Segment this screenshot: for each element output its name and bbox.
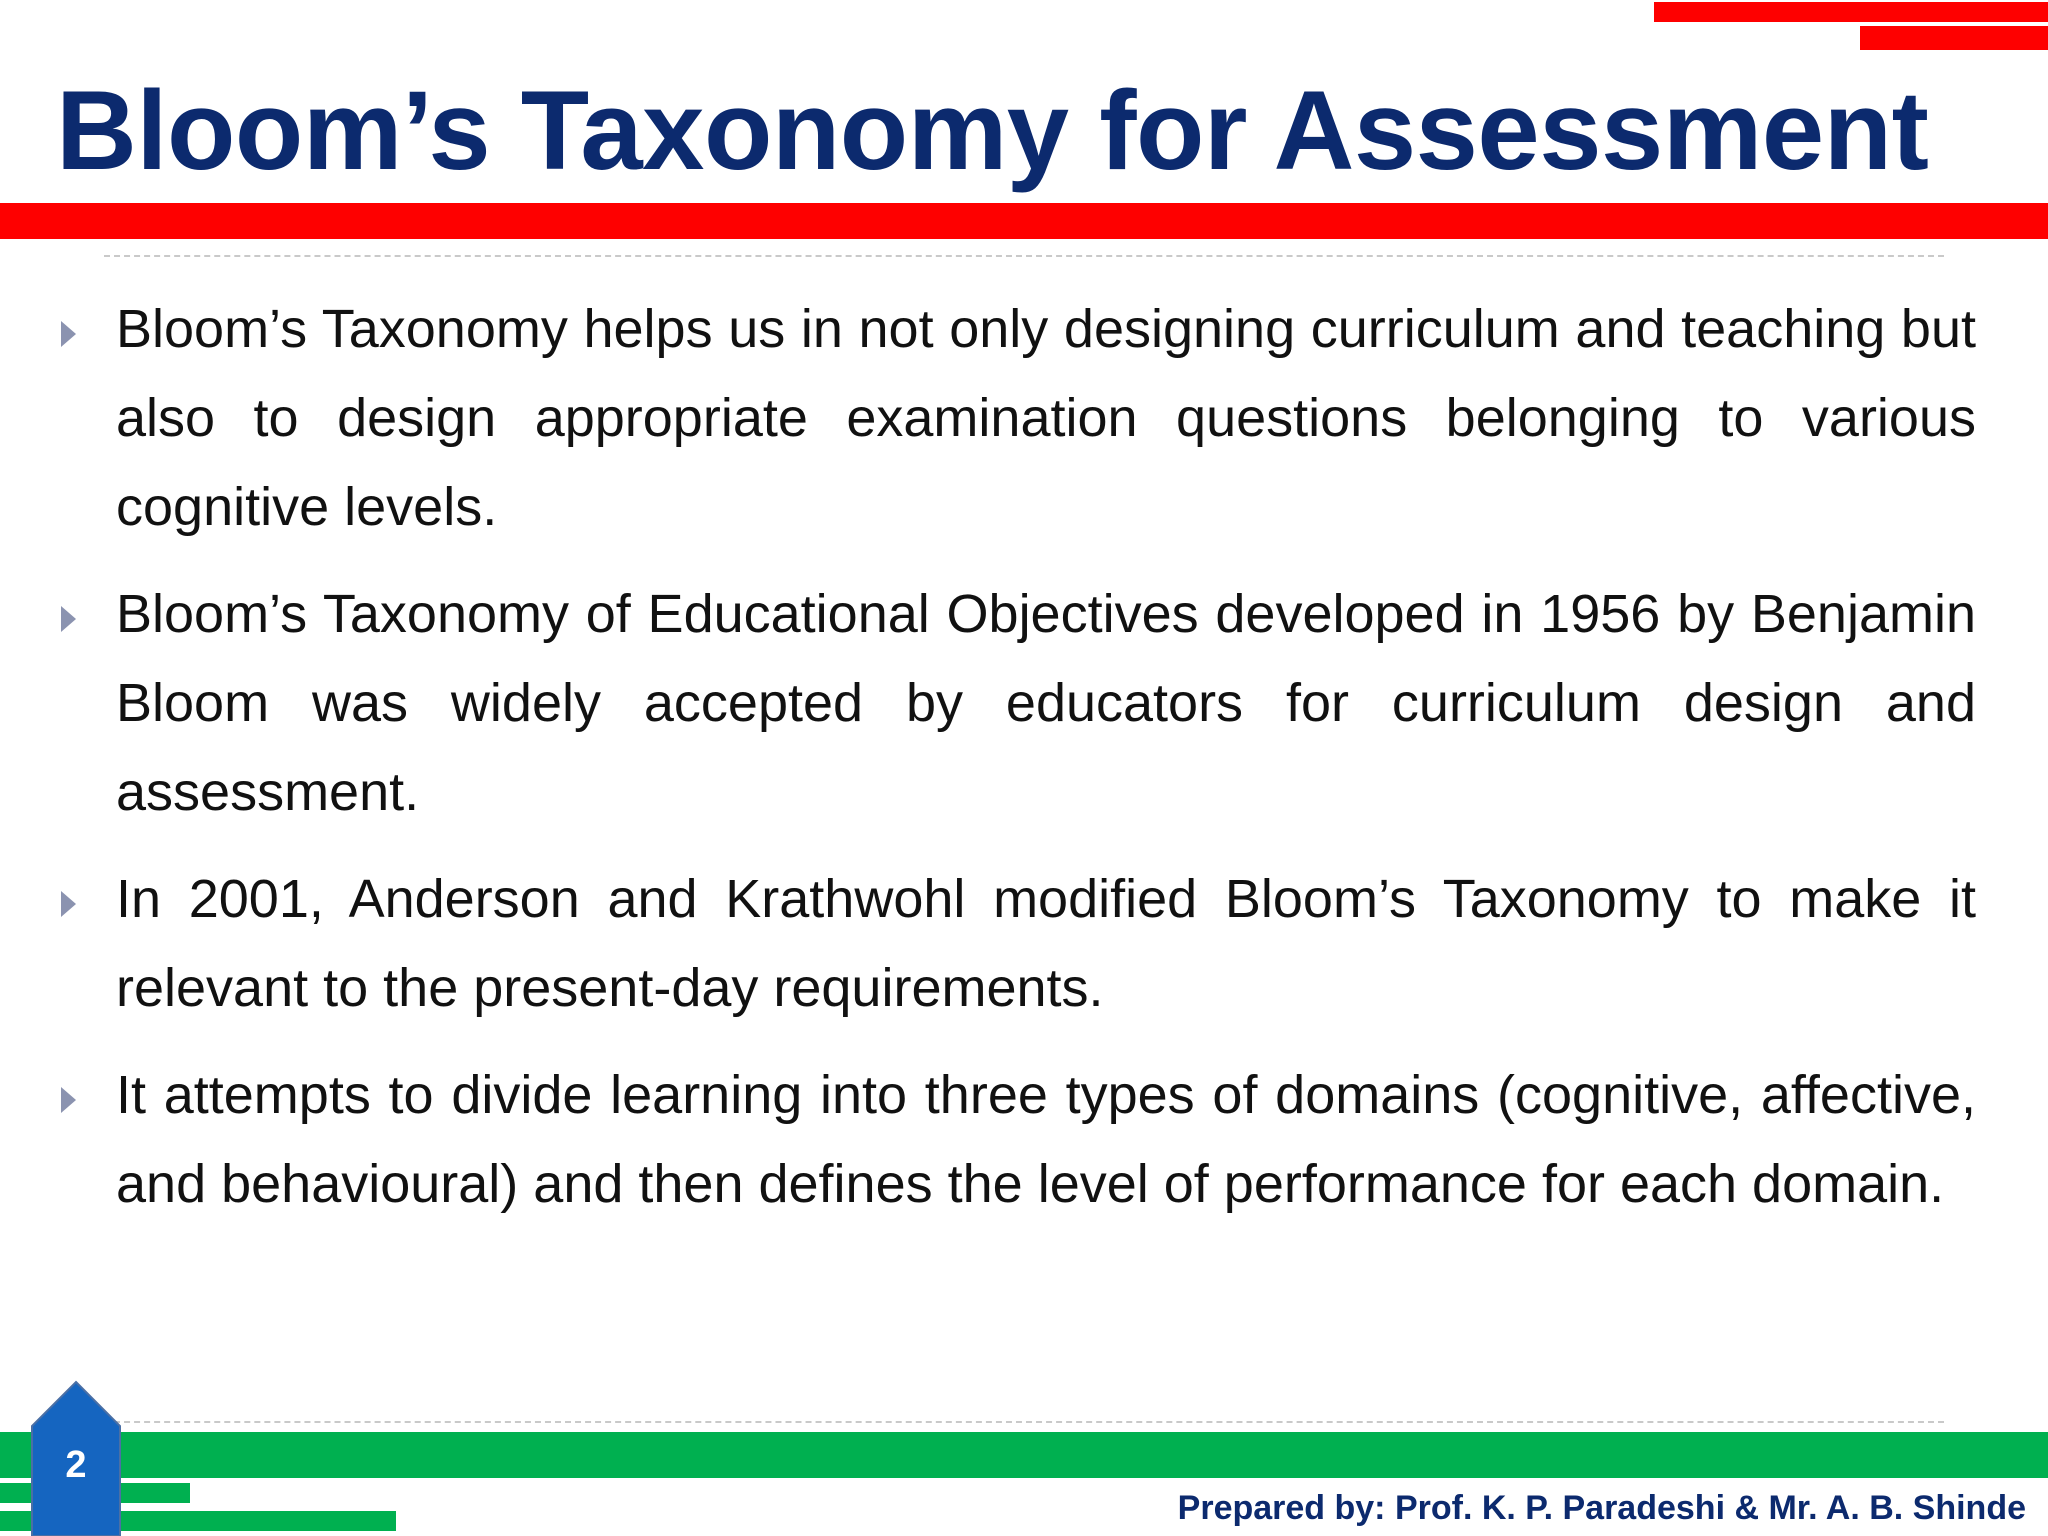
bullet-item [56, 285, 1976, 552]
triangle-right-icon [61, 606, 76, 632]
bullet-text: It attempts to divide learning into three types of domains (cognitive, affective, and behavioural) and then defines the level of performance for each domain. [116, 1065, 1976, 1214]
bullet-text: Bloom’s Taxonomy helps us in not only designing curriculum and teaching but also to design appropriate examination questions belonging to various cognitive levels. [116, 299, 1976, 537]
red-accent-bar-top-small [1860, 26, 2048, 50]
triangle-right-icon [61, 891, 76, 917]
bullet-text: In 2001, Anderson and Krathwohl modified Bloom’s Taxonomy to make it relevant to the present-day requirements. [116, 869, 1976, 1018]
footer-credit: Prepared by: Prof. K. P. Paradeshi & Mr. A. B. Shinde [1177, 1489, 2026, 1527]
red-title-underline [0, 203, 2048, 239]
triangle-right-icon [61, 1087, 76, 1113]
slide-title: Bloom’s Taxonomy for Assessment [56, 68, 1929, 193]
bullet-item [56, 855, 1976, 1033]
divider-top [104, 255, 1944, 257]
red-accent-bar-top [1654, 2, 2048, 22]
divider-bottom [104, 1421, 1944, 1423]
bullet-text: Bloom’s Taxonomy of Educational Objectives developed in 1956 by Benjamin Bloom was widely accepted by educators for curriculum design and assessment. [116, 584, 1976, 822]
triangle-right-icon [61, 321, 76, 347]
bullet-item [56, 1051, 1976, 1229]
page-number: 2 [65, 1444, 87, 1486]
bullet-list [56, 285, 1976, 1247]
green-footer-band [0, 1432, 2048, 1478]
bullet-item [56, 570, 1976, 837]
